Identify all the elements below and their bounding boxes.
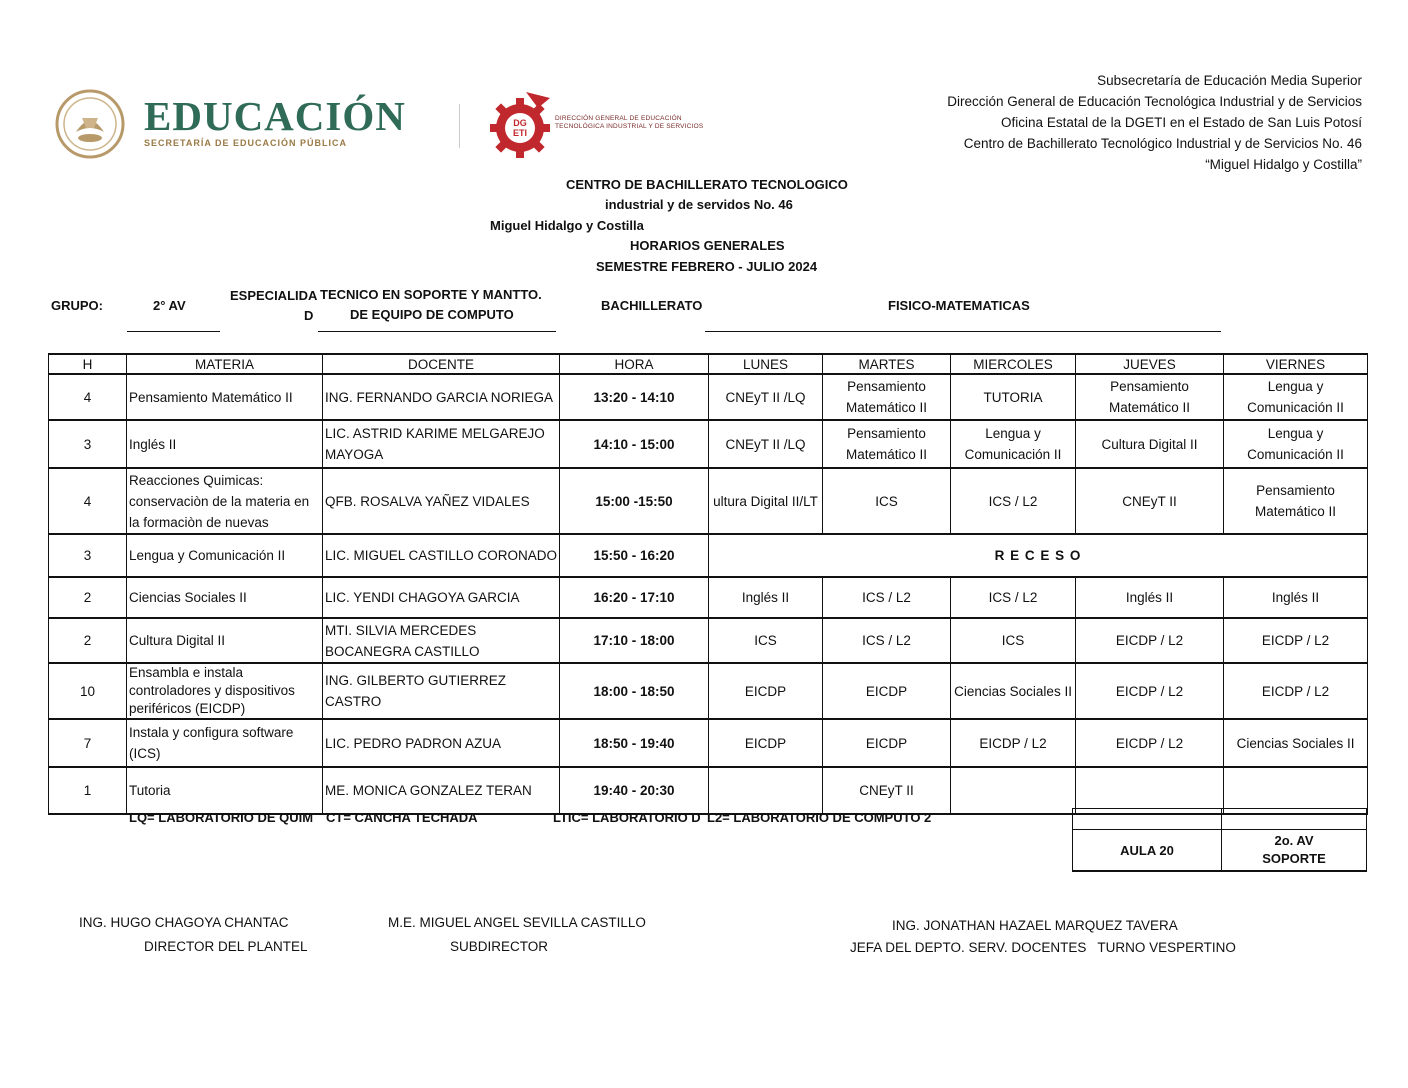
col-header-lunes: LUNES bbox=[709, 354, 823, 374]
aula-group: 2o. AV SOPORTE bbox=[1222, 830, 1367, 872]
subject-cell: Tutoria bbox=[127, 767, 323, 814]
wednesday-cell: EICDP / L2 bbox=[951, 719, 1076, 767]
thursday-cell: EICDP / L2 bbox=[1076, 719, 1224, 767]
time-cell: 18:00 - 18:50 bbox=[560, 663, 709, 719]
schedule-table bbox=[48, 353, 1368, 815]
especialidad-underline bbox=[318, 331, 556, 332]
dgeti-caption: DIRECCIÓN GENERAL DE EDUCACIÓN TECNOLÓGICA INDUSTRIAL Y DE SERVICIOS bbox=[555, 115, 704, 130]
aula-spacer bbox=[1222, 809, 1367, 830]
svg-text:ETI: ETI bbox=[512, 128, 528, 138]
subject-cell: Ciencias Sociales II bbox=[127, 577, 323, 618]
signature-name: M.E. MIGUEL ANGEL SEVILLA CASTILLO bbox=[388, 915, 646, 930]
wednesday-cell: ICS / L2 bbox=[951, 577, 1076, 618]
thursday-cell: EICDP / L2 bbox=[1076, 663, 1224, 719]
teacher-cell: LIC. YENDI CHAGOYA GARCIA bbox=[323, 577, 560, 618]
tuesday-cell: EICDP bbox=[823, 663, 951, 719]
tuesday-cell: ICS / L2 bbox=[823, 577, 951, 618]
thursday-cell: Cultura Digital II bbox=[1076, 420, 1224, 468]
monday-cell: ICS bbox=[709, 618, 823, 663]
school-subtitle: industrial y de servidos No. 46 bbox=[605, 197, 793, 212]
grupo-underline bbox=[127, 331, 220, 332]
thursday-cell: EICDP / L2 bbox=[1076, 618, 1224, 663]
hours-cell: 3 bbox=[49, 534, 127, 577]
school-name: Miguel Hidalgo y Costilla bbox=[490, 218, 644, 233]
hours-cell: 4 bbox=[49, 468, 127, 534]
signature-role: SUBDIRECTOR bbox=[450, 939, 549, 954]
monday-cell: CNEyT II /LQ bbox=[709, 420, 823, 468]
legend-lq: LQ= LABORATORIO DE QUIM bbox=[129, 810, 314, 825]
teacher-cell: ING. GILBERTO GUTIERREZ CASTRO bbox=[323, 663, 560, 719]
classroom-box bbox=[1072, 808, 1367, 872]
table-header-row bbox=[49, 354, 1368, 374]
school-title: CENTRO DE BACHILLERATO TECNOLOGICO bbox=[566, 177, 848, 192]
table-row bbox=[49, 534, 1368, 577]
grupo-label: GRUPO: bbox=[51, 298, 103, 313]
col-header-h: H bbox=[49, 354, 127, 374]
subject-cell: Cultura Digital II bbox=[127, 618, 323, 663]
especialidad-value-cont: DE EQUIPO DE COMPUTO bbox=[350, 307, 514, 322]
table-row bbox=[49, 577, 1368, 618]
subject-cell: Instala y configura software (ICS) bbox=[127, 719, 323, 767]
teacher-cell: ING. FERNANDO GARCIA NORIEGA bbox=[323, 374, 560, 420]
wednesday-cell: Ciencias Sociales II bbox=[951, 663, 1076, 719]
friday-cell: EICDP / L2 bbox=[1224, 618, 1368, 663]
logo-divider bbox=[459, 104, 460, 148]
subject-cell: Ensambla e instala controladores y dispositivos periféricos (EICDP) bbox=[127, 663, 323, 719]
table-row bbox=[49, 468, 1368, 534]
tuesday-cell: Pensamiento Matemático II bbox=[823, 374, 951, 420]
header-line: “Miguel Hidalgo y Costilla” bbox=[1205, 157, 1362, 172]
hours-cell: 4 bbox=[49, 374, 127, 420]
educacion-wordmark: EDUCACIÓN bbox=[144, 93, 406, 139]
monday-cell: EICDP bbox=[709, 663, 823, 719]
thursday-cell bbox=[1076, 767, 1224, 814]
wednesday-cell: Lengua y Comunicación II bbox=[951, 420, 1076, 468]
col-header-hora: HORA bbox=[560, 354, 709, 374]
friday-cell: Ciencias Sociales II bbox=[1224, 719, 1368, 767]
friday-cell: Lengua y Comunicación II bbox=[1224, 374, 1368, 420]
sep-subtitle: SECRETARÍA DE EDUCACIÓN PÚBLICA bbox=[144, 138, 348, 148]
bachillerato-label: BACHILLERATO bbox=[601, 298, 703, 313]
header-line: Subsecretaría de Educación Media Superior bbox=[1097, 73, 1362, 88]
legend-ltic: LTIC= LABORATORIO D bbox=[553, 810, 701, 825]
header-line: Oficina Estatal de la DGETI en el Estado de San Luis Potosí bbox=[1001, 115, 1362, 130]
tuesday-cell: ICS bbox=[823, 468, 951, 534]
table-row bbox=[49, 374, 1368, 420]
hours-cell: 1 bbox=[49, 767, 127, 814]
time-cell: 17:10 - 18:00 bbox=[560, 618, 709, 663]
bachillerato-value: FISICO-MATEMATICAS bbox=[888, 298, 1030, 313]
signature-name: ING. HUGO CHAGOYA CHANTAC bbox=[79, 915, 289, 930]
time-cell: 16:20 - 17:10 bbox=[560, 577, 709, 618]
wednesday-cell: ICS / L2 bbox=[951, 468, 1076, 534]
monday-cell bbox=[709, 767, 823, 814]
time-cell: 18:50 - 19:40 bbox=[560, 719, 709, 767]
tuesday-cell: ICS / L2 bbox=[823, 618, 951, 663]
teacher-cell: LIC. PEDRO PADRON AZUA bbox=[323, 719, 560, 767]
signature-name: ING. JONATHAN HAZAEL MARQUEZ TAVERA bbox=[892, 918, 1178, 933]
wednesday-cell: ICS bbox=[951, 618, 1076, 663]
monday-cell: Inglés II bbox=[709, 577, 823, 618]
subject-cell: Reacciones Quimicas: conservaciòn de la materia en la formaciòn de nuevas bbox=[127, 468, 323, 534]
col-header-martes: MARTES bbox=[823, 354, 951, 374]
signature-role: JEFA DEL DEPTO. SERV. DOCENTES TURNO VESPERTINO bbox=[850, 940, 1236, 955]
dgeti-logo bbox=[488, 90, 748, 160]
time-cell: 14:10 - 15:00 bbox=[560, 420, 709, 468]
bachillerato-underline bbox=[705, 331, 1221, 332]
tuesday-cell: EICDP bbox=[823, 719, 951, 767]
col-header-materia: MATERIA bbox=[127, 354, 323, 374]
col-header-viernes: VIERNES bbox=[1224, 354, 1368, 374]
signature-role: DIRECTOR DEL PLANTEL bbox=[144, 939, 308, 954]
col-header-miercoles: MIERCOLES bbox=[951, 354, 1076, 374]
hours-cell: 7 bbox=[49, 719, 127, 767]
dgeti-gear-icon bbox=[488, 90, 554, 160]
monday-cell: ultura Digital II/LT bbox=[709, 468, 823, 534]
legend-l2: L2= LABORATORIO DE COMPUTO 2 bbox=[707, 810, 932, 825]
friday-cell: Pensamiento Matemático II bbox=[1224, 468, 1368, 534]
friday-cell: Lengua y Comunicación II bbox=[1224, 420, 1368, 468]
legend-ct: CT= CANCHA TECHADA bbox=[326, 810, 478, 825]
thursday-cell: Inglés II bbox=[1076, 577, 1224, 618]
col-header-jueves: JUEVES bbox=[1076, 354, 1224, 374]
teacher-cell: LIC. ASTRID KARIME MELGAREJO MAYOGA bbox=[323, 420, 560, 468]
table-row bbox=[49, 767, 1368, 814]
friday-cell bbox=[1224, 767, 1368, 814]
especialidad-label-cont: D bbox=[304, 308, 314, 323]
time-cell: 15:50 - 16:20 bbox=[560, 534, 709, 577]
wednesday-cell: TUTORIA bbox=[951, 374, 1076, 420]
hours-cell: 10 bbox=[49, 663, 127, 719]
aula-spacer bbox=[1073, 809, 1222, 830]
mexico-seal-icon bbox=[52, 88, 130, 160]
table-row bbox=[49, 618, 1368, 663]
monday-cell: EICDP bbox=[709, 719, 823, 767]
friday-cell: EICDP / L2 bbox=[1224, 663, 1368, 719]
teacher-cell: QFB. ROSALVA YAÑEZ VIDALES bbox=[323, 468, 560, 534]
tuesday-cell: CNEyT II bbox=[823, 767, 951, 814]
schedule-title: HORARIOS GENERALES bbox=[630, 238, 785, 253]
subject-cell: Lengua y Comunicación II bbox=[127, 534, 323, 577]
table-row bbox=[49, 663, 1368, 719]
time-cell: 19:40 - 20:30 bbox=[560, 767, 709, 814]
teacher-cell: LIC. MIGUEL CASTILLO CORONADO bbox=[323, 534, 560, 577]
educacion-logo bbox=[52, 88, 432, 160]
subject-cell: Inglés II bbox=[127, 420, 323, 468]
header-line: Dirección General de Educación Tecnológica Industrial y de Servicios bbox=[947, 94, 1362, 109]
teacher-cell: ME. MONICA GONZALEZ TERAN bbox=[323, 767, 560, 814]
table-row bbox=[49, 420, 1368, 468]
col-header-docente: DOCENTE bbox=[323, 354, 560, 374]
monday-cell: CNEyT II /LQ bbox=[709, 374, 823, 420]
header-line: Centro de Bachillerato Tecnológico Industrial y de Servicios No. 46 bbox=[963, 136, 1362, 151]
grupo-value: 2° AV bbox=[153, 298, 186, 313]
svg-text:DG: DG bbox=[513, 118, 527, 128]
institution-header bbox=[947, 70, 1362, 175]
tuesday-cell: Pensamiento Matemático II bbox=[823, 420, 951, 468]
hours-cell: 2 bbox=[49, 618, 127, 663]
aula-value: AULA 20 bbox=[1073, 830, 1222, 872]
thursday-cell: CNEyT II bbox=[1076, 468, 1224, 534]
especialidad-value: TECNICO EN SOPORTE Y MANTTO. bbox=[320, 287, 542, 302]
wednesday-cell bbox=[951, 767, 1076, 814]
thursday-cell: Pensamiento Matemático II bbox=[1076, 374, 1224, 420]
recess-cell: R E C E S O bbox=[709, 534, 1368, 577]
friday-cell: Inglés II bbox=[1224, 577, 1368, 618]
semester-label: SEMESTRE FEBRERO - JULIO 2024 bbox=[596, 259, 818, 274]
subject-cell: Pensamiento Matemático II bbox=[127, 374, 323, 420]
time-cell: 15:00 -15:50 bbox=[560, 468, 709, 534]
table-row bbox=[49, 719, 1368, 767]
time-cell: 13:20 - 14:10 bbox=[560, 374, 709, 420]
hours-cell: 2 bbox=[49, 577, 127, 618]
teacher-cell: MTI. SILVIA MERCEDES BOCANEGRA CASTILLO bbox=[323, 618, 560, 663]
hours-cell: 3 bbox=[49, 420, 127, 468]
especialidad-label: ESPECIALIDA bbox=[230, 288, 318, 303]
